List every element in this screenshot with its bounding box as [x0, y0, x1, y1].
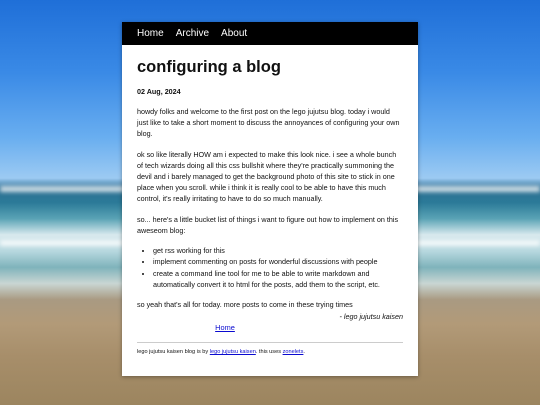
- author-link[interactable]: lego jujutsu kaisen: [209, 348, 256, 355]
- footer-divider: [137, 342, 403, 343]
- post-paragraph: howdy folks and welcome to the first post on the lego jujutsu blog. today i would just like to take a short moment to discuss the annoyances of configuring your own blog.: [137, 107, 400, 139]
- footer-prefix: lego jujutsu kaisen blog is by: [137, 348, 209, 355]
- post-closing: so yeah that's all for today. more posts to come in these trying times: [137, 299, 353, 309]
- nav-archive-link[interactable]: Archive: [175, 28, 210, 39]
- post-signature: - lego jujutsu kaisen: [339, 311, 403, 321]
- footer-middle: . this uses: [255, 348, 281, 355]
- nav-bar: [122, 22, 418, 45]
- zonelets-link[interactable]: zonelets: [282, 348, 304, 355]
- blog-panel: [122, 22, 418, 376]
- post-paragraph: so... here's a little bucket list of things i want to figure out how to implement on this aweseom blog:: [137, 214, 399, 235]
- bucket-list: [137, 245, 403, 291]
- footer: [137, 349, 403, 355]
- post-content: [122, 58, 418, 355]
- nav-about-link[interactable]: About: [221, 28, 248, 39]
- post-paragraph: ok so like literally HOW am i expected to make this look nice. i see a whole bunch of tech wizards doing all this css bullshit where they're practically summoning the devil and i barely managed to get the background photo of this site to stick in one place when you scroll. while i think it is really cool to be able to have this much control, it's really irritating to have to do so much manually.: [137, 149, 397, 204]
- post-title: configuring a blog: [137, 58, 281, 76]
- home-link[interactable]: Home: [215, 322, 235, 332]
- list-item: • create a command line tool for me to be able to write markdown and automatically convert it to html for the posts, add them to the script, etc.: [153, 268, 403, 291]
- list-item: • implement commenting on posts for wonderful discussions with people: [153, 256, 403, 267]
- footer-suffix: .: [303, 348, 305, 355]
- list-item: • get rss working for this: [153, 245, 403, 256]
- nav-home-link[interactable]: Home: [137, 28, 164, 39]
- post-date: 02 Aug, 2024: [137, 87, 181, 96]
